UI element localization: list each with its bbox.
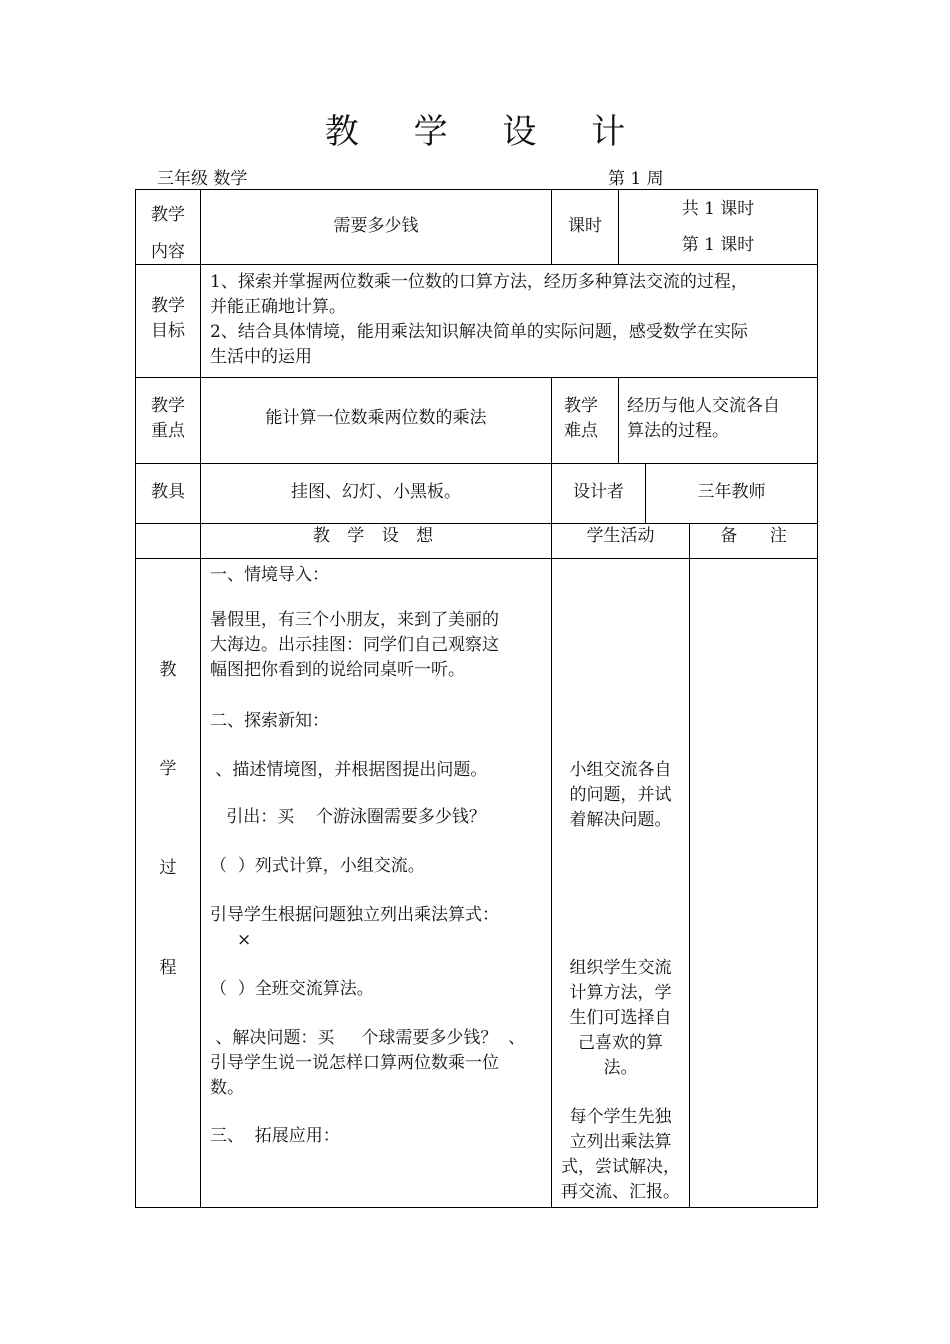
step-question: 引出：买 个游泳圈需要多少钱？: [210, 807, 486, 827]
designer-label: 设计者: [573, 482, 624, 502]
teaching-tools: 挂图、幻灯、小黑板。: [291, 482, 461, 502]
activity-header: 学生活动: [586, 526, 655, 546]
activity-3: 每个学生先独 立列出乘法算 式，尝试解决， 再交流、汇报。: [561, 1107, 680, 1202]
designer-name: 三年教师: [697, 482, 766, 502]
goal-1: 1、探索并掌握两位数乘一位数的口算方法，经历多种算法交流的过程， 并能正确地计算。: [210, 272, 748, 317]
key-point: 能计算一位数乘两位数的乘法: [265, 408, 487, 428]
step-solve: 、解决问题：买 个球需要多少钱？ 、 引导学生说一说怎样口算两位数乘一位 数。: [210, 1028, 526, 1098]
step-intro-text: 暑假里，有三个小朋友，来到了美丽的 大海边。出示挂图：同学们自己观察这 幅图把你看到的说给同桌听一听。: [210, 610, 499, 680]
step-describe: 、描述情境图，并根据图提出问题。: [210, 760, 488, 780]
tools-label: 教具: [151, 482, 185, 502]
process-label-char: 过: [159, 858, 177, 878]
process-label-char: 学: [159, 759, 177, 779]
hours-label: 课时: [568, 216, 602, 236]
content-label: 教学 内容: [151, 205, 185, 262]
week-label: 第 1 周: [608, 169, 664, 189]
hours-current: 第 1 课时: [681, 235, 755, 255]
notes-header: 备 注: [720, 526, 787, 546]
process-label-char: 教: [159, 660, 177, 680]
step-guide: 引导学生根据问题独立列出乘法算式： ×: [210, 905, 499, 950]
difficulty: 经历与他人交流各自 算法的过程。: [627, 396, 780, 441]
step-intro-heading: 一、情境导入：: [210, 565, 329, 585]
grade-subject: 三年级 数学: [157, 169, 248, 189]
activity-2: 组织学生交流 计算方法，学 生们可选择自 己喜欢的算 法。: [569, 958, 672, 1078]
step-extend-heading: 三、 拓展应用：: [210, 1126, 340, 1146]
page-title: 教 学 设 计: [324, 112, 648, 152]
hours-total: 共 1 课时: [681, 199, 755, 219]
goal-2: 2、结合具体情境，能用乘法知识解决简单的实际问题，感受数学在实际 生活中的运用: [210, 322, 748, 367]
key-point-label: 教学 重点: [151, 396, 185, 441]
difficulty-label: 教学 难点: [564, 396, 598, 441]
activity-1: 小组交流各自 的问题，并试 着解决问题。: [569, 760, 672, 830]
step-share: （ ）全班交流算法。: [210, 979, 374, 999]
step-calc: （ ）列式计算，小组交流。: [210, 856, 425, 876]
idea-header: 教 学 设 想: [312, 526, 440, 546]
process-label-char: 程: [159, 958, 177, 978]
lesson-topic: 需要多少钱: [333, 216, 419, 236]
goals-label: 教学 目标: [151, 296, 185, 341]
step-explore-heading: 二、探索新知：: [210, 711, 329, 731]
